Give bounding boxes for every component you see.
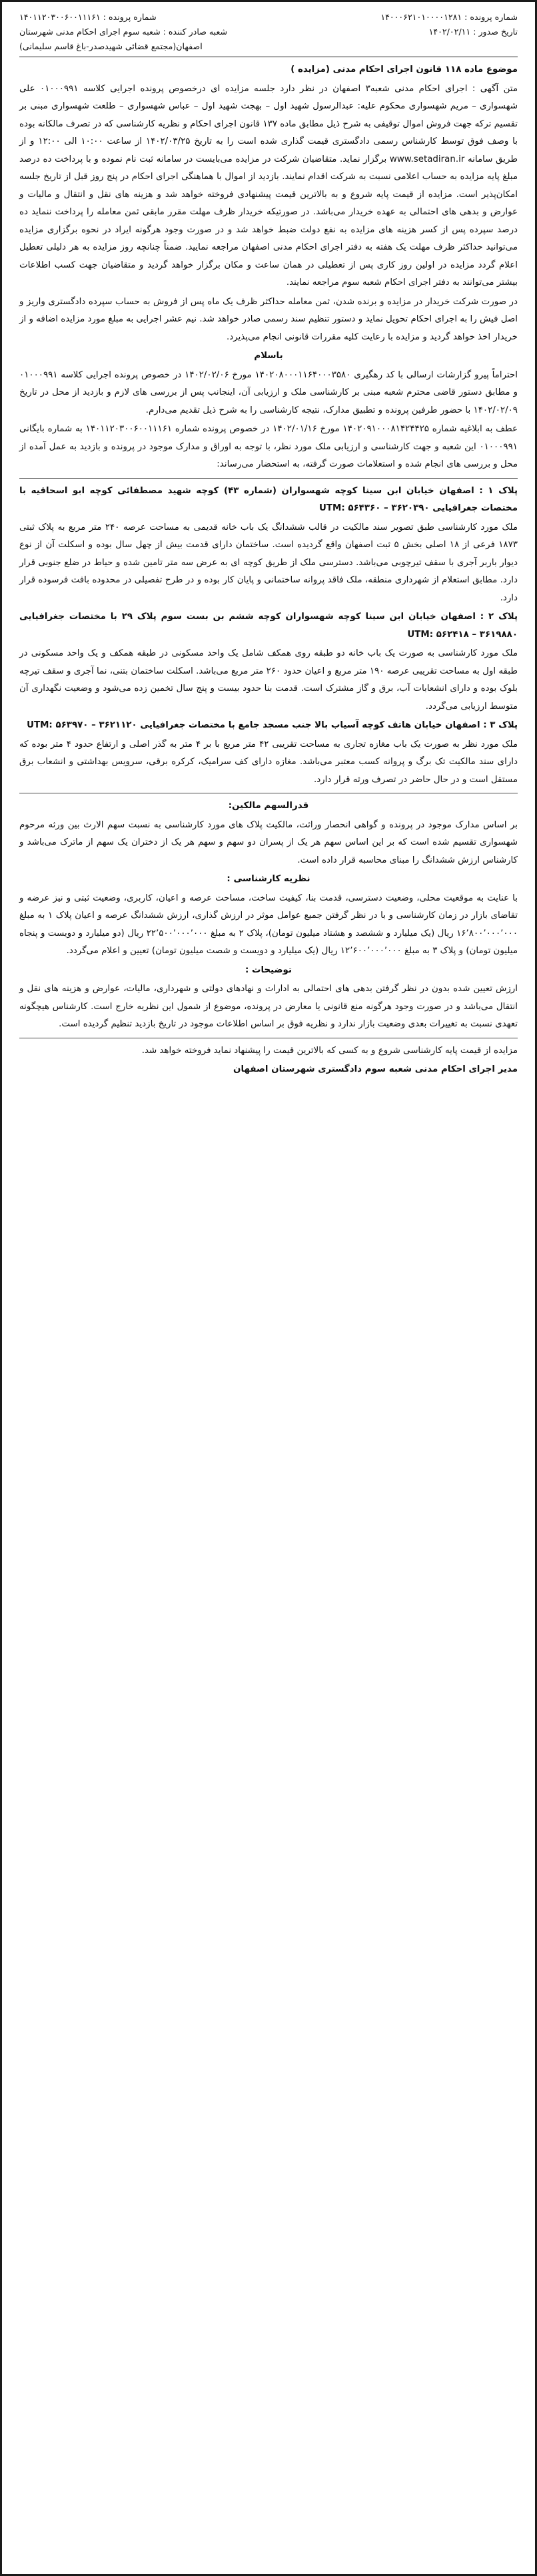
section-notes [19, 962, 518, 1034]
auction-rule: مزایده از قیمت پایه کارشناسی شروع و به کسی که بالاترین قیمت را پیشنهاد نماید فروخته خواهد شد. [141, 1045, 518, 1056]
section-title: نظریه کارشناسی : [227, 874, 310, 884]
header-right [380, 10, 518, 39]
plot-location: پلاک ۲ : اصفهان خیابان ابن سینا کوچه شهسواران کوچه ششم بن بست سوم پلاک ۲۹ با مختصات جغرافیایی UTM: ۵۶۲۴۱۸ – ۳۶۱۹۸۸۰ [19, 612, 518, 640]
section-body: با عنایت به موقعیت محلی، وضعیت دسترسی، قدمت بنا، کیفیت ساخت، مساحت عرصه و اعیان، کاربری، وضعیت ثبتی و نیز عرضه و تقاضای بازار در زمان کارشناسی و با در نظر گرفتن جمیع عوامل موثر در ارزش گذاری، ارزش ششدانگ عرصه و اعیان پلاک ۱ به مبلغ ۱۶٬۸۰۰٬۰۰۰٬۰۰۰ ریال (یک میلیارد و ششصد و هشتاد میلیون تومان)، پلاک ۲ به مبلغ ۲۲٬۵۰۰٬۰۰۰٬۰۰۰ ریال (دو میلیارد و دویست و پنجاه میلیون تومان) و پلاک ۳ به مبلغ ۱۲٬۶۰۰٬۰۰۰٬۰۰۰ ریال (یک میلیارد و دویست و شصت میلیون تومان) تعیین و اعلام می‌گردد. [19, 893, 518, 956]
tracking-label: شماره پرونده [470, 12, 518, 22]
plot-block-2 [19, 608, 518, 716]
section-title: توضیحات : [245, 965, 292, 975]
plot-block-3 [19, 717, 518, 789]
section-title: قدرالسهم مالکین: [228, 801, 309, 811]
case-value: ۱۴۰۱۱۲۰۳۰۰۶۰۰۱۱۱۶۱ [19, 12, 101, 22]
notice-subject: موضوع ماده ۱۱۸ قانون اجرای احکام مدنی (مزایده ) [290, 65, 518, 75]
branch-value: شعبه سوم اجرای احکام مدنی شهرستان اصفهان(مجتمع قضائی شهیدصدر-باغ قاسم سلیمانی) [19, 27, 203, 51]
report-reference: عطف به ابلاغیه شماره ۱۴۰۲۰۹۱۰۰۰۸۱۴۲۴۴۲۵ مورخ ۱۴۰۲/۰۱/۱۶ در خصوص پرونده شماره ۱۴۰۱۱۲۰۳۰۰۶۰۰۱۱۱۶۱ به شماره بایگانی ۰۱۰۰۰۹۹۱ این شعبه و جهت کارشناسی و ارزیابی ملک مورد نظر، با توجه به اوراق و مدارک موجود در پرونده و بازدید به عمل آمده از محل و بررسی های انجام شده و استعلامات صورت گرفته، به استحضار می‌رساند: [19, 424, 518, 469]
request-text: احتراماً پیرو گزارشات ارسالی با کد رهگیری ۱۴۰۲۰۸۰۰۰۱۱۶۴۰۰۰۳۵۸۰ مورخ ۱۴۰۲/۰۲/۰۶ در خصوص پرونده اجرایی کلاسه ۰۱۰۰۰۹۹۱ و مطابق دستور قاضی محترم شعبه مبنی بر کارشناسی ملک و ارزیابی آن، اینجانب پس از بررسی های لازم و بازدید از محل در تاریخ ۱۴۰۲/۰۲/۰۹ با حضور طرفین پرونده و تطبیق مدارک، نتیجه کارشناسی را به شرح ذیل تقدیم می‌دارم. [19, 369, 518, 415]
signature: مدیر اجرای احکام مدنی شعبه سوم دادگستری شهرستان اصفهان [233, 1064, 518, 1074]
date-row: تاریخ صدور : ۱۴۰۲/۰۲/۱۱ [428, 27, 518, 37]
header-left [19, 10, 278, 54]
section-body: ارزش تعیین شده بدون در نظر گرفتن بدهی های احتمالی به ادارات و نهادهای دولتی و شهرداری، مالیات، عوارض و هزینه های نقل و انتقال می‌باشد و در صورت وجود هرگونه منع قانونی یا معارض در پرونده، موضوع از شمول این نظریه خارج است. کارشناس هیچگونه تعهدی نسبت به تغییرات بعدی وضعیت بازار ندارد و نظریه فوق بر اساس اطلاعات موجود در تاریخ بازدید تنظیم گردیده است. [19, 984, 518, 1029]
section-body: بر اساس مدارک موجود در پرونده و گواهی انحصار وراثت، مالکیت پلاک های مورد کارشناسی به نسبت سهم الارث بین ورثه مرحوم شهسواری تقسیم شده است که بر این اساس سهم هر یک از پسران دو سهم و سهم هر یک از دختران یک سهم از ماترک می‌باشد و کارشناس ارزش ششدانگ را مبنای محاسبه قرار داده است. [19, 819, 518, 865]
plot-location: پلاک ۱ : اصفهان خیابان ابن سینا کوچه شهسواران (شماره ۴۳) کوچه شهید مصطفائی کوچه ابو اسحاقیه با مختصات جغرافیایی UTM: ۵۶۴۳۶۰ – ۳۶۲۰۳۹۰ [19, 485, 518, 513]
date-value: ۱۴۰۲/۰۲/۱۱ [428, 27, 471, 37]
notice-intro: متن آگهی : اجرای احکام مدنی شعبه۳ اصفهان در نظر دارد جلسه مزایده ای درخصوص پرونده اجرایی کلاسه ۰۱۰۰۰۹۹۱ علی شهسواری – مریم شهسواری محکوم علیه: عبدالرسول شهید اول – بهجت شهید اول – عباس شهسواری – طلعت شهسواری مبنی بر تقسیم ترکه جهت فروش اموال توقیفی به شرح ذیل مطابق ماده ۱۳۷ قانون اجرای احکام و نظریه کارشناسی که در تصرف مالکانه بوده با وصف فوق توسط کارشناس رسمی دادگستری قیمت گذاری شده است را به تاریخ ۱۴۰۲/۰۳/۲۵ از ساعت ۱۰:۰۰ الی ۱۲:۰۰ و از طریق سامانه www.setadiran.ir برگزار نماید. متقاضیان شرکت در مزایده می‌بایست در سامانه ثبت نام نموده و با پرداخت ده درصد مبلغ پایه مزایده به حساب اعلامی نسبت به شرکت اقدام نمایند. بازدید از اموال با هماهنگی اجرای احکام در پنج روز قبل از تاریخ جلسه امکان‌پذیر است. مزایده از قیمت پایه شروع و به بالاترین قیمت پیشنهادی فروخته خواهد شد و هزینه های نقل و انتقال و مالیات و عوارض و بدهی های احتمالی به عهده خریدار می‌باشد. در صورتیکه خریدار ظرف مهلت مقرر مابقی ثمن معامله را پرداخت ننماید ده درصد سپرده پس از کسر هزینه های مزایده به نفع دولت ضبط خواهد شد و در صورت وجود هرگونه ایراد در نحوه برگزاری مزایده می‌توانید حداکثر ظرف مهلت یک هفته به دفتر اجرای احکام مدنی اصفهان مراجعه نمایید. ضمناً چنانچه روز مزایده به هر دلیلی تعطیل اعلام گردد مزایده در اولین روز کاری پس از تعطیلی در همان ساعت و مکان برگزار خواهد گردید و متقاضیان جهت کسب اطلاعات بیشتر می‌توانند به دفتر اجرای احکام شعبه سوم مراجعه نمایند. [19, 83, 518, 288]
plot-description: ملک مورد نظر به صورت یک باب مغازه تجاری به مساحت تقریبی ۴۲ متر مربع با بر ۴ متر به گذر اصلی و ارتفاع حدود ۴ متر بوده که دارای سند مالکیت تک برگ و پروانه کسب معتبر می‌باشد. مغازه دارای کف سرامیک، کرکره برقی، سرویس بهداشتی و انشعاب برق مستقل است و در حال حاضر در تصرف ورثه قرار دارد. [19, 739, 518, 785]
notice-header [19, 10, 518, 54]
payment-terms: در صورت شرکت خریدار در مزایده و برنده شدن، ثمن معامله حداکثر ظرف یک ماه پس از فروش به حساب سپرده دادگستری واریز و اصل فیش را به اجرای احکام تحویل نماید و دستور تنظیم سند رسمی صادر خواهد شد. نیم عشر اجرایی به مبلغ مورد مزایده اضافه و از خریدار اخذ خواهد گردید و مزایده با رعایت کلیه مقررات قانونی انجام می‌پذیرد. [19, 296, 518, 342]
tracking-row: شماره پرونده : ۱۴۰۰۰۶۲۱۰۱۰۰۰۰۱۲۸۱ [380, 12, 518, 22]
section-expert-opinion [19, 871, 518, 961]
plots-divider [19, 478, 518, 479]
case-label: شماره پرونده [109, 12, 157, 22]
plot-description: ملک مورد کارشناسی به صورت یک باب خانه دو طبقه روی همکف شامل یک واحد مسکونی در طبقه همکف و یک واحد مسکونی در طبقه اول به مساحت تقریبی عرصه ۱۹۰ متر مربع و اعیان حدود ۲۶۰ متر مربع می‌باشد. اسکلت ساختمان بتنی، نما آجری و سقف تیرچه بلوک بوده و دارای انشعابات آب، برق و گاز مشترک است. قدمت بنا حدود بیست و پنج سال تخمین زده می‌شود و وضعیت نگهداری آن متوسط ارزیابی می‌گردد. [19, 648, 518, 712]
plot-location: پلاک ۳ : اصفهان خیابان هاتف کوچه آسیاب بالا جنب مسجد جامع با مختصات جغرافیایی UTM: ۵۶۳۹۷۰ – ۳۶۲۱۱۲۰ [27, 720, 518, 730]
tracking-value: ۱۴۰۰۰۶۲۱۰۱۰۰۰۰۱۲۸۱ [380, 12, 462, 22]
branch-row: شعبه صادر کننده : شعبه سوم اجرای احکام مدنی شهرستان اصفهان(مجتمع قضائی شهیدصدر-باغ قاسم سلیمانی) [19, 27, 228, 51]
branch-label: شعبه صادر کننده [168, 27, 228, 37]
plot-description: ملک مورد کارشناسی طبق تصویر سند مالکیت در قالب ششدانگ یک باب خانه قدیمی به مساحت عرصه ۲۴۰ متر مربع به پلاک ثبتی ۱۸۷۳ فرعی از ۱۸ اصلی بخش ۵ ثبت اصفهان واقع گردیده است. ساختمان دارای قدمت بیش از چهل سال بوده و اسکلت آن از نوع دیوار باربر آجری با سقف تیرچوبی می‌باشد. دسترسی ملک از طریق کوچه ای به عرض سه متر تامین شده و حیاط در ضلع جنوبی قرار دارد. مطابق استعلام از شهرداری منطقه، ملک فاقد پروانه ساختمانی و پایان کار بوده و در طرح تفصیلی در محدوده بافت فرسوده قرار دارد. [19, 522, 518, 603]
plot-block-1 [19, 483, 518, 608]
date-label: تاریخ صدور [478, 27, 518, 37]
salutation: باسلام [254, 351, 283, 361]
section-owners-share [19, 797, 518, 869]
case-row: شماره پرونده : ۱۴۰۱۱۲۰۳۰۰۶۰۰۱۱۱۶۱ [19, 12, 157, 22]
